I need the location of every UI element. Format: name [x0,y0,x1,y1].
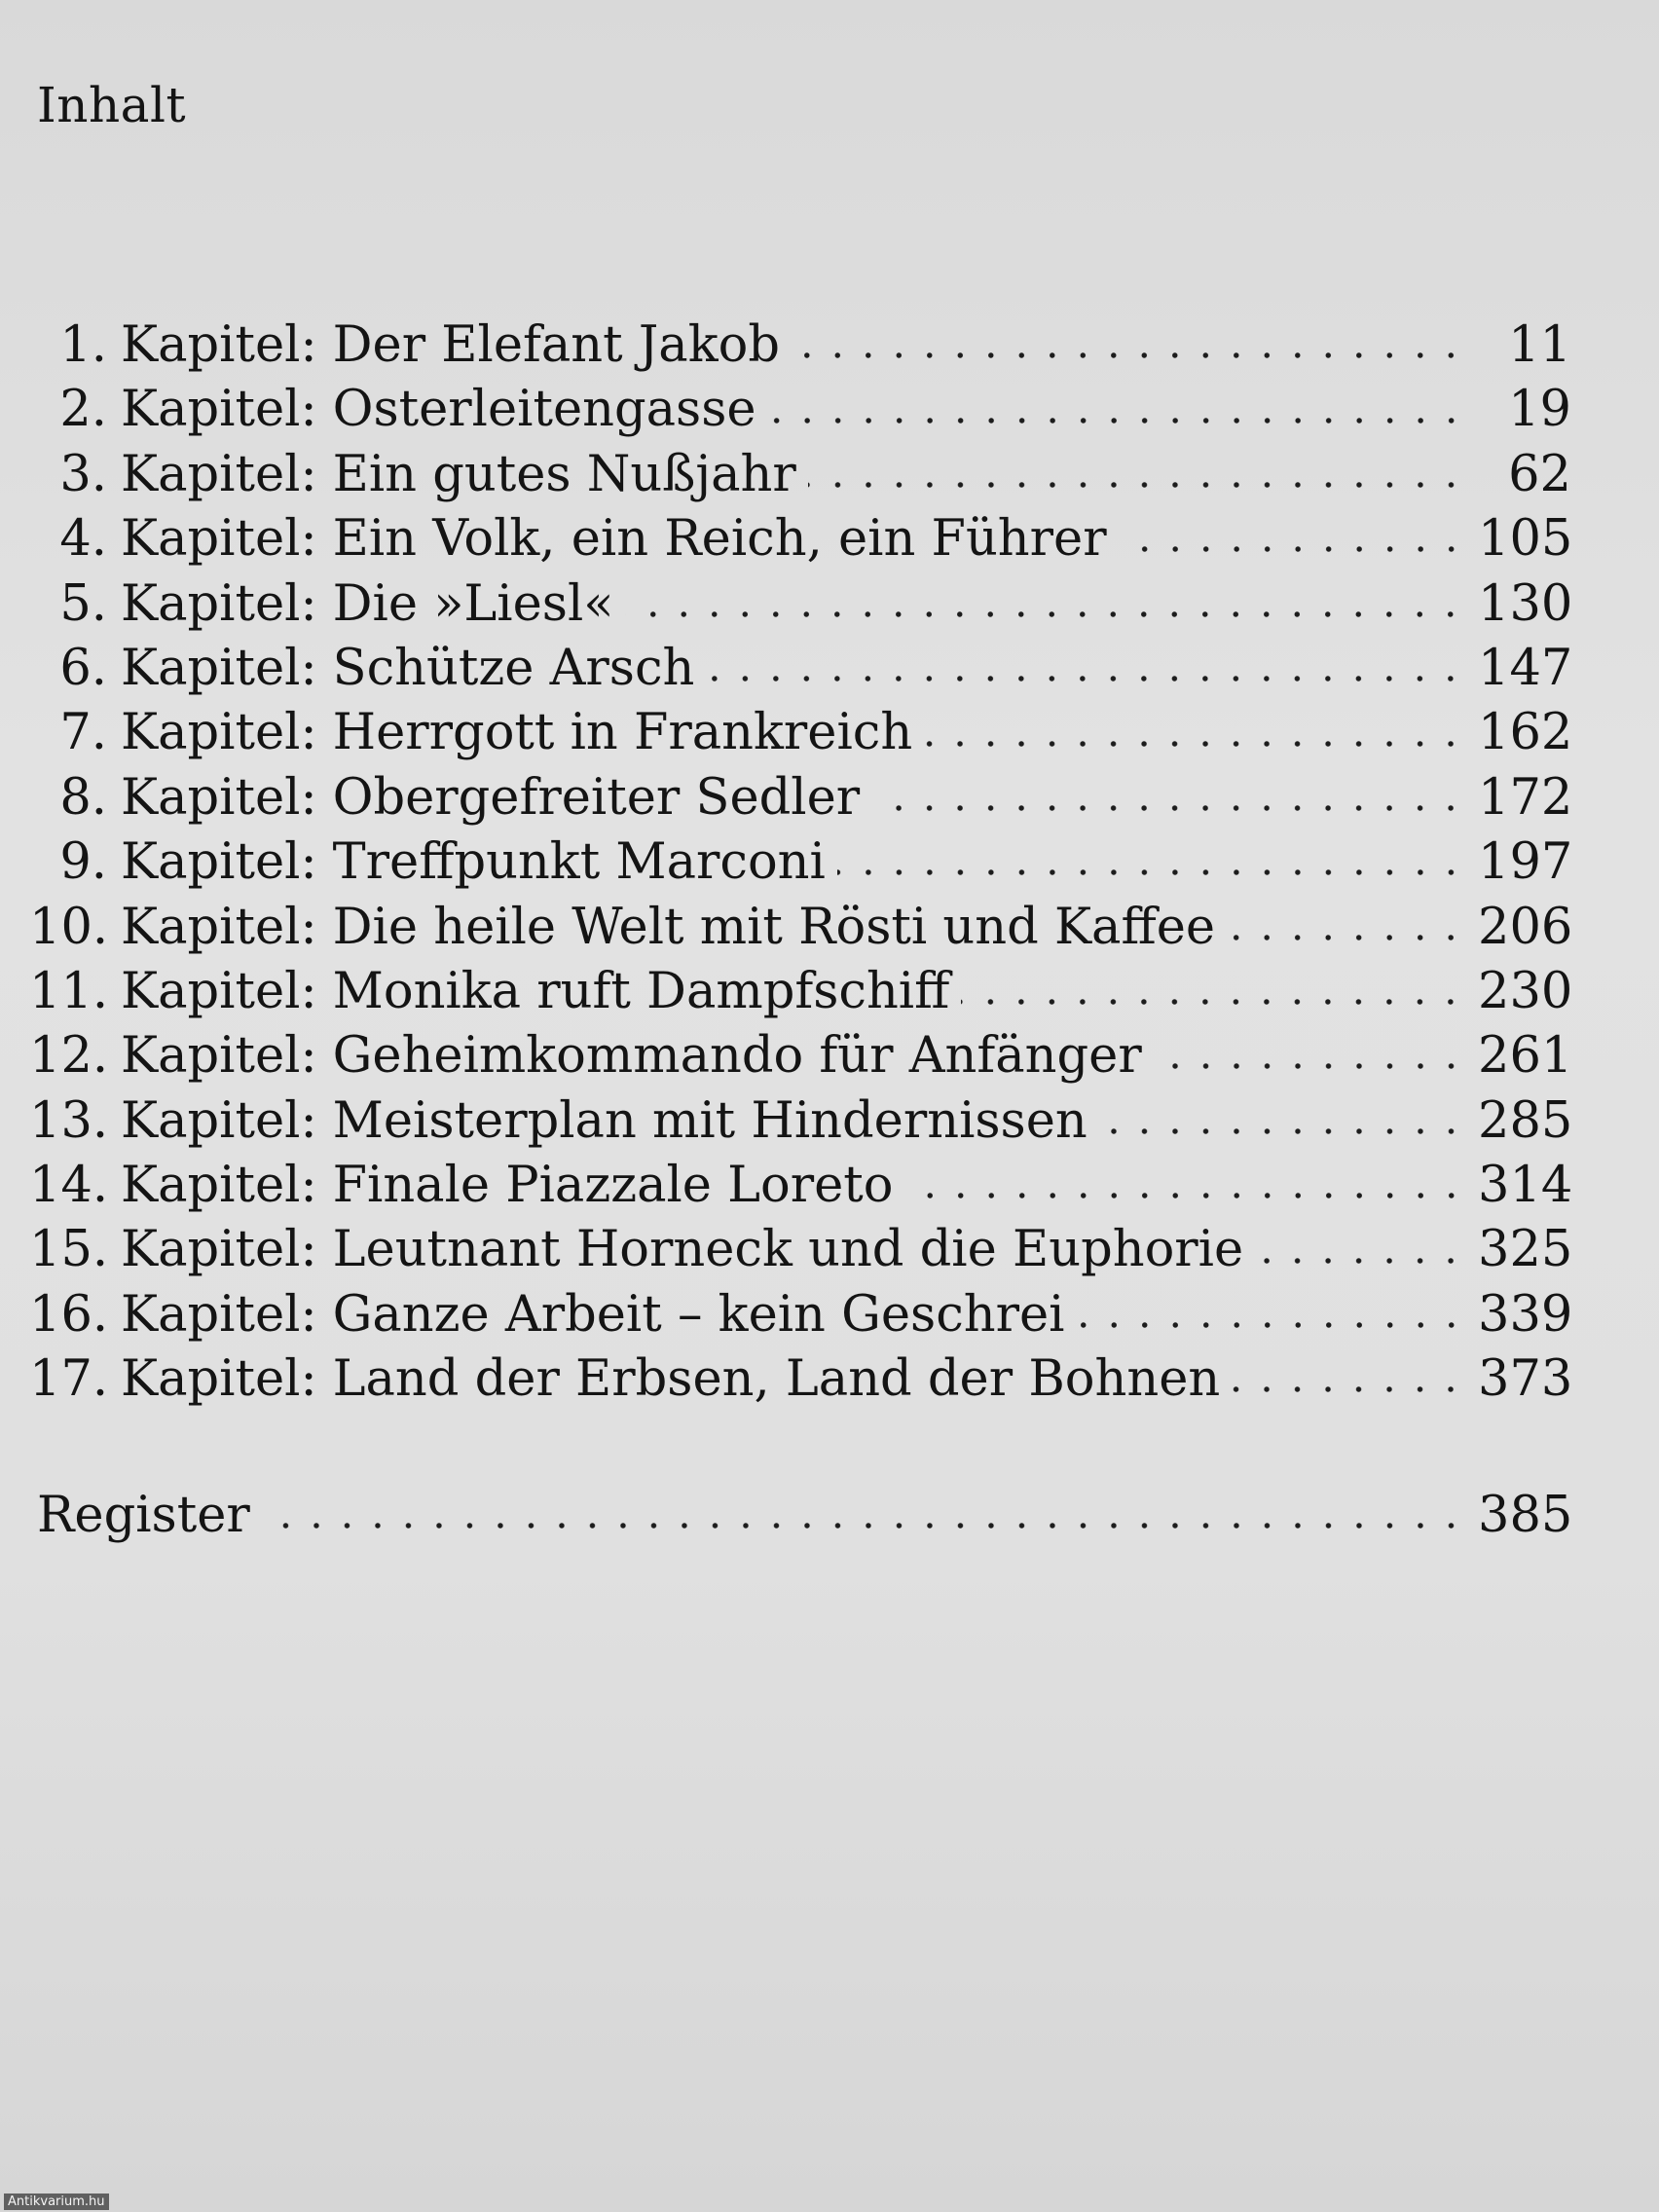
chapter-title: Der Elefant Jakob [332,316,780,374]
dot-leader [1077,1315,1467,1335]
dot-leader [264,1516,1466,1535]
toc-entry [29,507,1571,571]
dot-leader [808,475,1466,495]
toc-entry [29,830,1571,895]
dot-leader [905,1186,1466,1205]
chapter-page-number: 261 [1478,1027,1573,1086]
chapter-title: Ein gutes Nußjahr [332,445,796,503]
chapter-title: Schütze Arsch [332,639,695,697]
chapter-title: Monika ruft Dampfschiff [332,962,950,1020]
table-of-contents [29,313,1571,1413]
toc-entry [29,701,1571,765]
chapter-page-number: 172 [1478,768,1573,827]
chapter-title: Die »Liesl« [332,574,614,633]
chapter-page-number: 62 [1508,445,1571,503]
dot-leader [1227,928,1466,947]
dot-leader [871,798,1466,818]
chapter-number: 12. [29,1027,109,1086]
chapter-title: Leutnant Horneck und die Euphorie [332,1221,1244,1279]
chapter-page-number: 206 [1478,898,1573,956]
chapter-label: Kapitel: [121,381,317,439]
chapter-number: 9. [59,833,107,892]
chapter-label: Kapitel: [121,1350,317,1409]
chapter-number: 13. [29,1091,109,1150]
chapter-number: 8. [59,768,107,827]
dot-leader [1154,1056,1466,1076]
chapter-label: Kapitel: [121,445,317,503]
chapter-title: Osterleitengasse [332,381,756,439]
dot-leader [1232,1380,1466,1399]
chapter-page-number: 130 [1478,574,1573,633]
chapter-label: Kapitel: [121,1157,317,1215]
chapter-label: Kapitel: [121,1221,317,1279]
toc-entry [29,960,1571,1024]
dot-leader [1119,539,1466,559]
chapter-label: Kapitel: [121,574,317,633]
dot-leader [924,734,1466,754]
chapter-label: Kapitel: [121,833,317,892]
chapter-number: 4. [59,510,107,569]
chapter-label: Kapitel: [121,510,317,569]
chapter-title: Die heile Welt mit Rösti und Kaffee [332,898,1216,956]
chapter-title: Ein Volk, ein Reich, ein Führer [332,510,1107,569]
chapter-page-number: 105 [1478,510,1573,569]
toc-register-entry [37,1484,1571,1548]
chapter-page-number: 285 [1478,1091,1573,1150]
chapter-title: Obergefreiter Sedler [332,768,861,827]
chapter-page-number: 11 [1508,316,1571,374]
chapter-label: Kapitel: [121,639,317,697]
chapter-number: 10. [29,898,109,956]
register-label: Register [37,1487,250,1544]
chapter-label: Kapitel: [121,962,317,1020]
dot-leader [768,411,1466,430]
chapter-number: 17. [29,1350,109,1409]
chapter-number: 6. [59,639,107,697]
chapter-number: 2. [59,381,107,439]
dot-leader [1099,1122,1466,1141]
chapter-label: Kapitel: [121,1091,317,1150]
toc-entry [29,1024,1571,1088]
chapter-title: Herrgott in Frankreich [332,704,913,762]
chapter-page-number: 147 [1478,639,1573,697]
chapter-page-number: 19 [1508,381,1571,439]
chapter-number: 14. [29,1157,109,1215]
dot-leader [961,992,1466,1012]
chapter-page-number: 339 [1478,1285,1573,1344]
chapter-number: 16. [29,1285,109,1344]
chapter-label: Kapitel: [121,1027,317,1086]
chapter-number: 5. [59,574,107,633]
chapter-title: Geheimkommando für Anfänger [332,1027,1142,1086]
dot-leader [837,863,1466,882]
chapter-label: Kapitel: [121,316,317,374]
toc-entry [29,1218,1571,1282]
chapter-page-number: 325 [1478,1221,1573,1279]
chapter-number: 3. [59,445,107,503]
chapter-number: 11. [29,962,109,1020]
chapter-number: 15. [29,1221,109,1279]
chapter-label: Kapitel: [121,704,317,762]
toc-entry [29,1089,1571,1154]
toc-entry [29,766,1571,830]
toc-entry [29,1283,1571,1347]
chapter-page-number: 373 [1478,1350,1573,1409]
dot-leader [706,669,1466,688]
toc-entry [29,637,1571,701]
toc-entry [29,1347,1571,1412]
dot-leader [1255,1251,1466,1271]
chapter-page-number: 197 [1478,833,1573,892]
dot-leader [792,346,1466,365]
chapter-page-number: 162 [1478,704,1573,762]
toc-entry [29,443,1571,507]
chapter-title: Ganze Arbeit – kein Geschrei [332,1285,1065,1344]
page-heading: Inhalt [37,77,187,133]
chapter-label: Kapitel: [121,1285,317,1344]
register-page-number: 385 [1478,1487,1573,1544]
dot-leader [625,605,1466,624]
chapter-title: Finale Piazzale Loreto [332,1157,894,1215]
chapter-label: Kapitel: [121,898,317,956]
toc-entry [29,1154,1571,1218]
toc-entry [29,378,1571,442]
chapter-title: Land der Erbsen, Land der Bohnen [332,1350,1221,1409]
chapter-page-number: 230 [1478,962,1573,1020]
toc-entry [29,313,1571,378]
watermark-text: Antikvarium.hu [4,2194,109,2210]
chapter-label: Kapitel: [121,768,317,827]
chapter-number: 7. [59,704,107,762]
toc-entry [29,896,1571,960]
chapter-number: 1. [59,316,107,374]
chapter-title: Treffpunkt Marconi [332,833,826,892]
chapter-title: Meisterplan mit Hindernissen [332,1091,1088,1150]
toc-entry [29,572,1571,637]
chapter-page-number: 314 [1478,1157,1573,1215]
